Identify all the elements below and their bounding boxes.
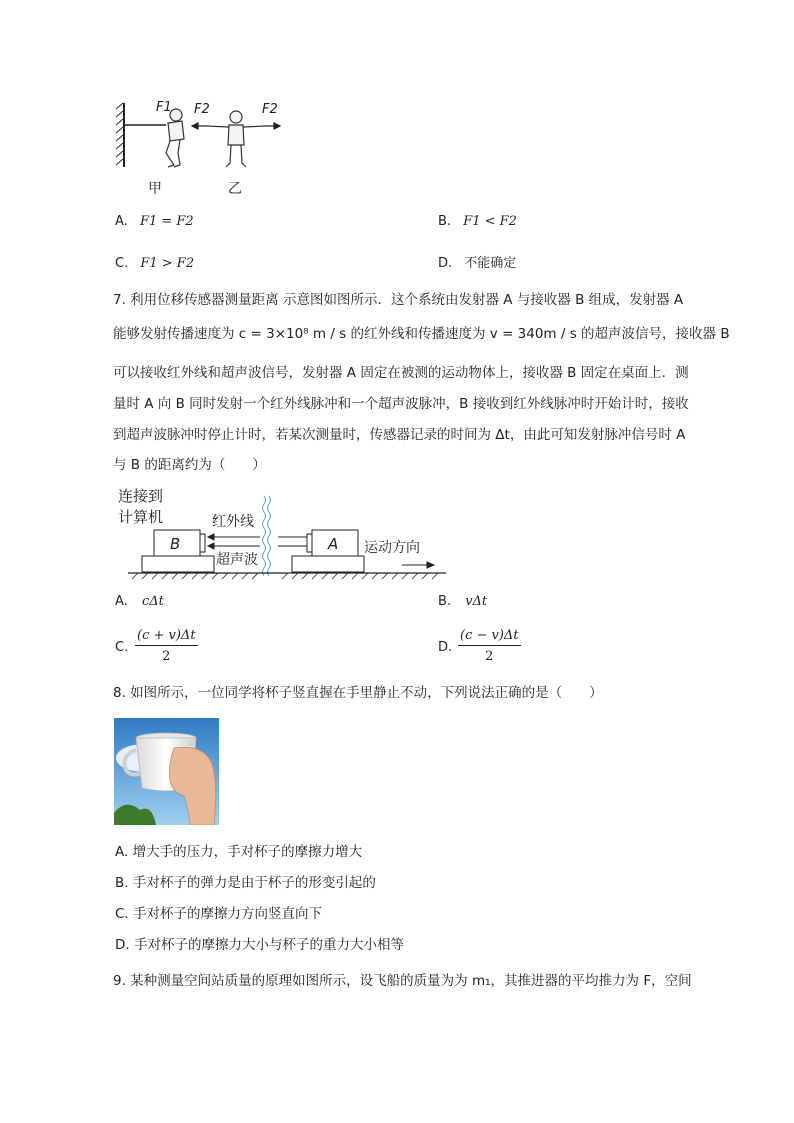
cup-in-hand-photo	[114, 718, 219, 825]
jia-label: 甲	[148, 181, 162, 197]
option-letter: C.	[115, 256, 129, 271]
yi-label: 乙	[228, 181, 242, 197]
q7-option-a	[115, 592, 164, 612]
tug-of-war-figure	[108, 95, 298, 200]
break-wave	[263, 496, 266, 576]
q7-option-d-fraction	[458, 628, 521, 664]
option-letter: A.	[115, 594, 128, 609]
q7-line-5: 到超声波脉冲时停止计时，若某次测量时，传感器记录的时间为 Δt，由此可知发射脉冲信号时 A	[113, 427, 686, 443]
fraction-numerator: (c − v)Δt	[458, 628, 521, 646]
sensor-figure	[112, 484, 452, 584]
ultrasound-label: 超声波	[216, 552, 258, 568]
motion-label: 运动方向	[364, 540, 420, 556]
option-letter: B.	[438, 214, 452, 229]
fraction-denominator: 2	[162, 649, 171, 664]
q7-option-b	[438, 592, 487, 612]
a-sensor	[307, 534, 312, 552]
q7-line-4: 量时 A 向 B 同时发射一个红外线脉冲和一个超声波脉冲，B 接收到红外线脉冲时开始计时，接收	[113, 396, 689, 412]
q7-option-d-letter: D.	[438, 640, 453, 655]
q6-option-c	[115, 254, 194, 274]
fraction-numerator: (c + v)Δt	[135, 628, 198, 646]
box-a-label: A	[328, 535, 339, 553]
wall-hatching	[116, 103, 123, 165]
option-text: vΔt	[465, 594, 488, 609]
fraction-denominator: 2	[485, 649, 494, 664]
option-text: cΔt	[141, 594, 164, 609]
q6-option-a	[115, 212, 194, 232]
ground-hatching	[132, 573, 438, 579]
b-pedestal	[142, 556, 214, 572]
option-letter: A.	[115, 214, 128, 229]
q7-option-c-fraction	[135, 628, 198, 664]
q9-line-1: 9. 某种测量空间站质量的原理如图所示，设飞船的质量为为 m₁，其推进器的平均推力为 F，空间	[113, 973, 692, 989]
option-text: F1 > F2	[140, 256, 195, 271]
q7-line-3: 可以接收红外线和超声波信号，发射器 A 固定在被测的运动物体上，接收器 B 固定在桌面上．测	[113, 365, 689, 381]
q6-option-b	[438, 212, 517, 232]
infrared-label: 红外线	[212, 514, 254, 530]
option-letter: B.	[438, 594, 452, 609]
q7-line-6: 与 B 的距离约为（ ）	[113, 457, 266, 473]
person-yi	[206, 111, 266, 167]
q7-line-2: 能够发射传播速度为 c = 3×10⁸ m / s 的红外线和传播速度为 v = 340m / s 的超声波信号，接收器 B	[113, 326, 730, 342]
option-text: 不能确定	[464, 256, 517, 271]
a-pedestal	[292, 556, 364, 572]
q7-line-1: 7. 利用位移传感器测量距离 示意图如图所示．这个系统由发射器 A 与接收器 B 组成，发射器 A	[113, 292, 684, 308]
person-jia	[166, 109, 184, 167]
box-b-label: B	[170, 535, 181, 553]
q8-option-b: B. 手对杯子的弹力是由于杯子的形变引起的	[115, 875, 376, 891]
connect-line-1: 连接到	[118, 487, 164, 505]
q8-option-d: D. 手对杯子的摩擦力大小与杯子的重力大小相等	[115, 937, 404, 953]
q8-option-c: C. 手对杯子的摩擦力方向竖直向下	[115, 906, 323, 922]
f1-label: F1	[156, 100, 172, 115]
option-letter: D.	[438, 256, 453, 271]
option-text: F1 < F2	[463, 214, 517, 229]
q6-option-d	[438, 254, 516, 274]
q8-question: 8. 如图所示，一位同学将杯子竖直握在手里静止不动，下列说法正确的是（ ）	[113, 685, 603, 701]
f2-right-label: F2	[262, 102, 278, 117]
q8-option-a: A. 增大手的压力，手对杯子的摩擦力增大	[115, 844, 363, 860]
break-wave-2	[268, 496, 271, 576]
motion-arrow	[402, 562, 434, 568]
signal-arrows	[208, 534, 308, 549]
connect-line-2: 计算机	[118, 508, 164, 526]
option-text: F1 = F2	[139, 214, 194, 229]
b-sensor	[200, 534, 205, 552]
f2-left-label: F2	[194, 102, 210, 117]
q7-option-c-letter: C.	[115, 640, 129, 655]
